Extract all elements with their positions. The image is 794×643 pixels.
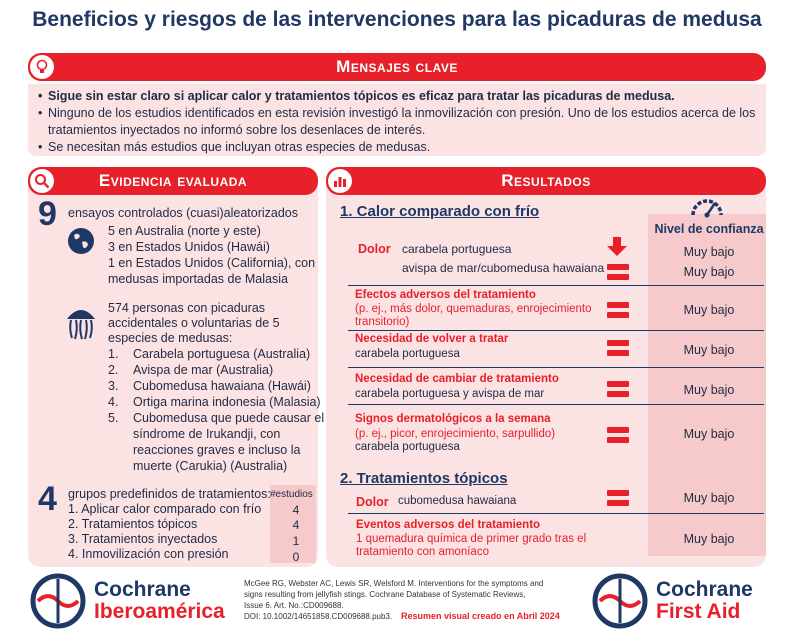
species-5-line-3: reacciones graves e incluso la	[133, 443, 301, 457]
groups-label: grupos predefinidos de tratamientos:	[68, 487, 271, 501]
topical-pain-conf: Muy bajo	[683, 491, 735, 505]
pain-species-1: carabela portuguesa	[402, 242, 512, 256]
group-1-label: 1. Aplicar calor comparado con frío	[68, 502, 262, 516]
citation-doi: DOI: 10.1002/14651858.CD009688.pub3.	[244, 612, 393, 621]
topical-adverse-conf: Muy bajo	[683, 532, 735, 546]
topical-pain-species: cubomedusa hawaiana	[398, 495, 517, 507]
group-3-count: 1	[292, 534, 300, 548]
species-5-line-4: muerte (Carukia) (Australia)	[133, 459, 288, 473]
outcome-4-title: Signos dermatológicos a la semana	[355, 413, 551, 425]
group-4-label: 4. Inmovilización con presión	[68, 547, 229, 561]
studies-header: #estudios	[270, 489, 313, 500]
citation-line-1: McGee RG, Webster AC, Lewis SR, Welsford M. Interventions for the symptoms and	[244, 579, 544, 588]
key-message-2: • Ninguno de los estudios identificados en esta revisión investigó la inmovilización con presión. Uno de los estudios acerca de los tratamientos inyectados no informó sobre los desenlaces de interés.	[38, 105, 756, 139]
topical-pain-label: Dolor	[356, 495, 389, 509]
species-5-line-1: Cubomedusa que puede causar el	[133, 411, 325, 425]
species-2-num: 2.	[108, 363, 119, 377]
outcome-4-detail: (p. ej., picor, enrojecimiento, sarpullido)	[355, 428, 556, 440]
jellyfish-icon	[64, 305, 98, 346]
outcome-1-title: Efectos adversos del tratamiento	[355, 289, 536, 301]
magnifier-icon	[30, 169, 54, 193]
location-2: 3 en Estados Unidos (Hawái)	[108, 240, 270, 254]
outcome-2-conf: Muy bajo	[683, 343, 735, 357]
gauge-icon	[690, 194, 724, 223]
outcome-3-conf: Muy bajo	[683, 383, 735, 397]
species-3: Cubomedusa hawaiana (Hawái)	[133, 379, 311, 393]
species-2: Avispa de mar (Australia)	[133, 363, 274, 377]
citation-line-4	[244, 611, 574, 622]
species-1-num: 1.	[108, 347, 119, 361]
results-title: Resultados	[501, 171, 591, 190]
cochrane-logo-icon	[592, 573, 648, 634]
section-heat-vs-cold	[340, 203, 539, 220]
section-topical-text: 2. Tratamientos tópicos	[340, 470, 508, 487]
cochrane-logo-icon	[30, 573, 86, 634]
people-line-2: accidentales o voluntarias de 5	[108, 316, 280, 330]
logo-right-line-2: First Aid	[656, 600, 741, 623]
species-1: Carabela portuguesa (Australia)	[133, 347, 311, 361]
trials-count: 9	[38, 195, 57, 233]
citation	[244, 578, 574, 622]
people-line-1: 574 personas con picaduras	[108, 301, 266, 315]
outcome-3-species: carabela portuguesa y avispa de mar	[355, 388, 545, 400]
outcome-2-species: carabela portuguesa	[355, 348, 460, 360]
divider	[348, 404, 764, 405]
outcome-1-conf: Muy bajo	[683, 303, 735, 317]
logo-left-line-1: Cochrane	[94, 578, 191, 601]
group-2-label: 2. Tratamientos tópicos	[68, 517, 198, 531]
divider	[348, 285, 764, 286]
trials-label: ensayos controlados (cuasi)aleatorizados	[68, 206, 298, 220]
outcome-4-conf: Muy bajo	[683, 427, 735, 441]
evidence-title: Evidencia evaluada	[98, 171, 248, 190]
key-message-3: • Se necesitan más estudios que incluyan otras especies de medusas.	[38, 139, 756, 156]
pain-conf-1: Muy bajo	[683, 245, 735, 259]
outcome-3-title: Necesidad de cambiar de tratamiento	[355, 373, 559, 385]
key-messages-title: Mensajes clave	[336, 57, 458, 76]
group-4-count: 0	[292, 550, 300, 564]
equals-icon	[607, 302, 629, 318]
equals-icon	[607, 427, 629, 443]
citation-line-3: Issue 6. Art. No.:CD009688.	[244, 601, 344, 610]
down-arrow-icon	[606, 237, 628, 262]
location-3: 1 en Estados Unidos (California), con	[108, 256, 316, 270]
logo-right-line-1: Cochrane	[656, 578, 753, 601]
pain-label: Dolor	[358, 242, 391, 256]
topical-adverse-detail-1: 1 quemadura química de primer grado tras el	[356, 533, 587, 545]
citation-line-2: signs resulting from jellyfish stings. Cochrane Database of Systematic Reviews,	[244, 590, 526, 599]
bar-chart-icon	[328, 169, 352, 193]
section-topical	[340, 470, 508, 487]
groups-count: 4	[38, 480, 57, 518]
key-messages-header	[28, 53, 766, 81]
evidence-header	[28, 167, 318, 195]
key-message-1: • Sigue sin estar claro si aplicar calor y tratamientos tópicos es eficaz para tratar las picaduras de medusa.	[38, 88, 756, 105]
species-4-num: 4.	[108, 395, 119, 409]
lightbulb-icon	[30, 55, 54, 79]
equals-icon	[607, 381, 629, 397]
outcome-2-title: Necesidad de volver a tratar	[355, 333, 509, 345]
species-4: Ortiga marina indonesia (Malasia)	[133, 395, 321, 409]
species-5-line-2: síndrome de Irukandji, con	[133, 427, 281, 441]
divider	[348, 330, 764, 331]
section-heat-vs-cold-text: 1. Calor comparado con frío	[340, 203, 540, 220]
group-3-label: 3. Tratamientos inyectados	[68, 532, 218, 546]
topical-adverse-detail-2: tratamiento con amoníaco	[356, 546, 489, 558]
equals-icon	[607, 490, 629, 506]
location-1: 5 en Australia (norte y este)	[108, 224, 261, 238]
divider	[348, 513, 764, 514]
location-4: medusas importadas de Malasia	[108, 272, 288, 286]
created-date: Resumen visual creado en Abril 2024	[401, 611, 560, 621]
globe-icon	[66, 226, 96, 261]
key-messages-box	[28, 84, 766, 156]
people-line-3: especies de medusas:	[108, 331, 233, 345]
results-header	[326, 167, 766, 195]
species-3-num: 3.	[108, 379, 119, 393]
outcome-1-detail-2: transitorio)	[355, 316, 410, 328]
topical-adverse-title: Eventos adversos del tratamiento	[356, 519, 541, 531]
pain-conf-2: Muy bajo	[683, 265, 735, 279]
group-2-count: 4	[292, 518, 300, 532]
outcome-1-detail-1: (p. ej., más dolor, quemaduras, enrojecimiento	[355, 303, 592, 315]
divider	[348, 367, 764, 368]
equals-icon	[607, 340, 629, 356]
confidence-header: Nivel de confianza	[654, 222, 764, 236]
pain-species-2: avispa de mar/cubomedusa hawaiana	[402, 261, 605, 275]
page-title: Beneficios y riesgos de las intervenciones para las picaduras de medusa	[32, 8, 762, 31]
logo-left-line-2: Iberoamérica	[94, 600, 225, 623]
outcome-4-species: carabela portuguesa	[355, 441, 460, 453]
equals-icon	[607, 264, 629, 280]
group-1-count: 4	[292, 503, 300, 517]
species-5-num: 5.	[108, 411, 119, 425]
